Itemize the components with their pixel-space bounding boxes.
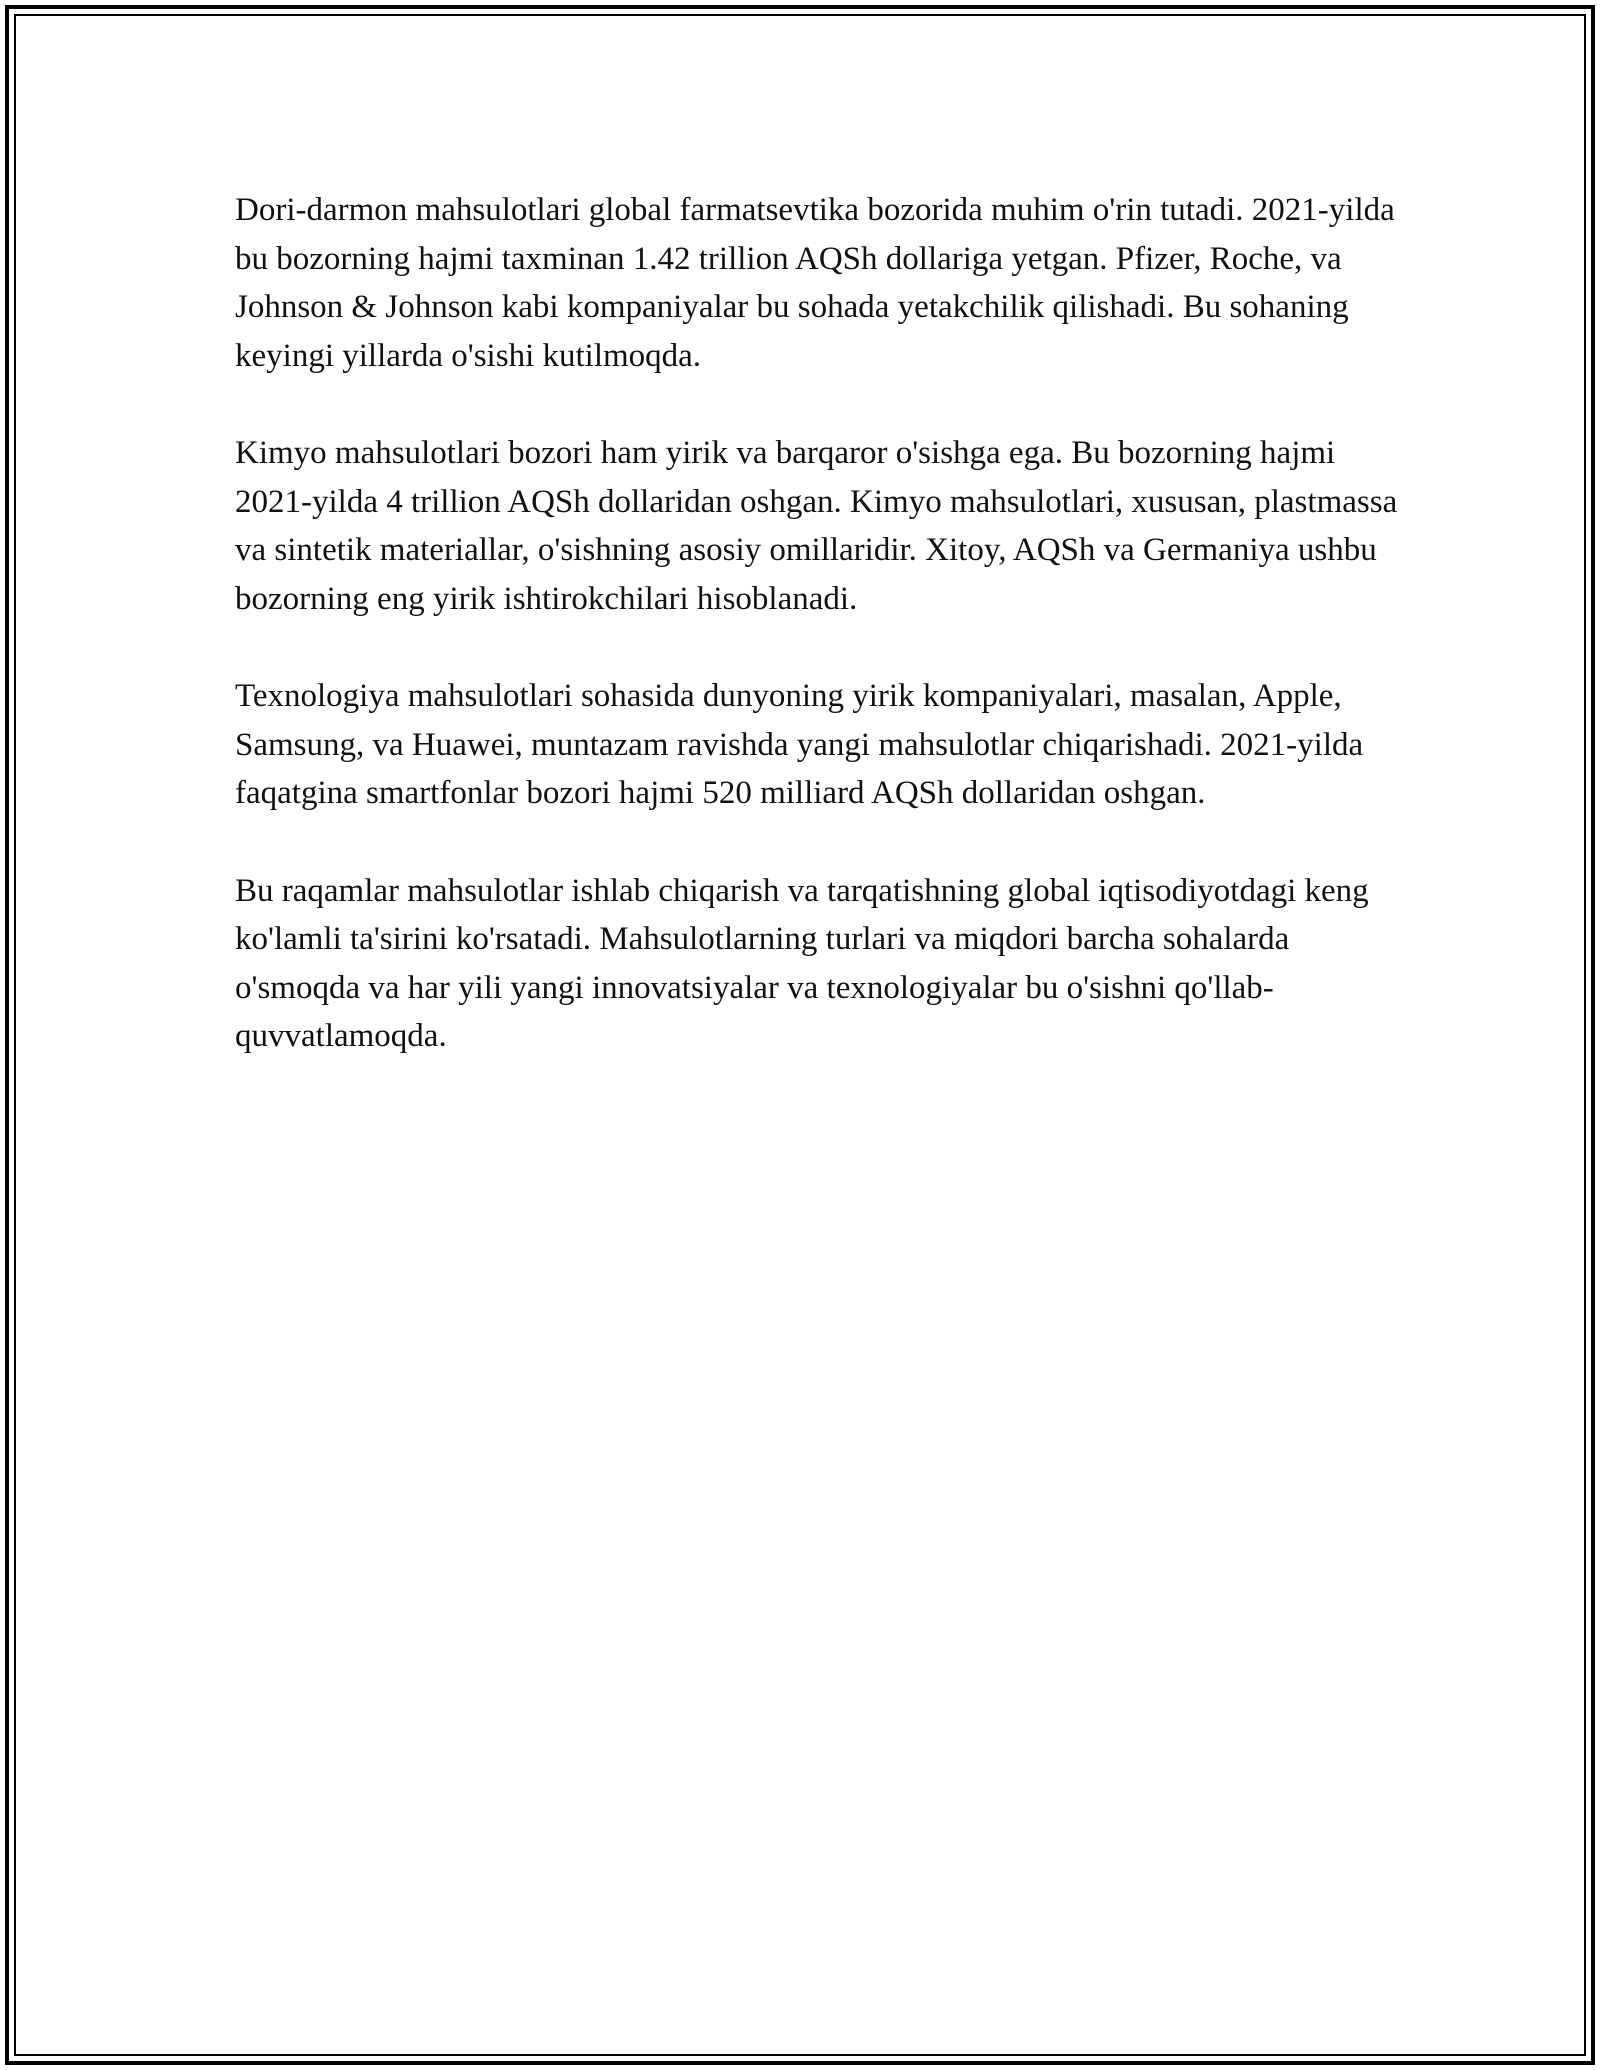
paragraph-conclusion: Bu raqamlar mahsulotlar ishlab chiqarish va tarqatishning global iqtisodiyotdagi keng ko'lamli ta'sirini ko'rsatadi. Mahsulotlarning turlari va miqdori barcha sohalarda o'smoqda va har yili yangi innovatsiyalar va texnologiyalar bu o'sishni qo'llab-quvvatlamoqda. xyxy=(235,872,1369,1054)
paragraph-pharmaceuticals: Dori-darmon mahsulotlari global farmatsevtika bozorida muhim o'rin tutadi. 2021-yilda bu bozorning hajmi taxminan 1.42 trillion AQSh dollariga yetgan. Pfizer, Roche, va Johnson & Johnson kabi kompaniyalar bu sohada yetakchilik qilishadi. Bu sohaning keyingi yillarda o'sishi kutilmoqda. xyxy=(235,192,1395,374)
paragraph-technology: Texnologiya mahsulotlari sohasida dunyoning yirik kompaniyalari, masalan, Apple, Samsung, va Huawei, muntazam ravishda yangi mahsulotlar chiqarishadi. 2021-yilda faqatgina smartfonlar bozori hajmi 520 milliard AQSh dollaridan oshgan. xyxy=(235,678,1364,811)
paragraph-chemicals: Kimyo mahsulotlari bozori ham yirik va barqaror o'sishga ega. Bu bozorning hajmi 2021-yilda 4 trillion AQSh dollaridan oshgan. Kimyo mahsulotlari, xususan, plastmassa va sintetik materiallar, o'sishning asosiy omillaridir. Xitoy, AQSh va Germaniya ushbu bozorning eng yirik ishtirokchilari hisoblanadi. xyxy=(235,435,1398,617)
document-body xyxy=(235,186,1415,1110)
